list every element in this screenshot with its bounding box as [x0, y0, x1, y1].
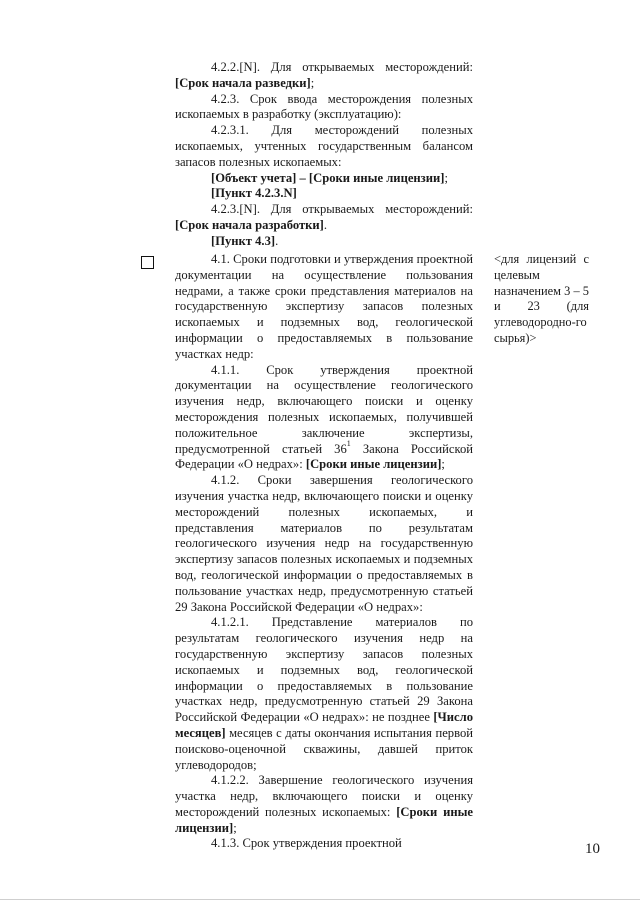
- paragraph-4-1-3: 4.1.3. Срок утверждения проектной: [211, 836, 402, 851]
- paragraph-4-2-3-1: 4.2.3.1. Для месторождений полезных ископаемых, учтенных государственным балансом запасов полезных ископаемых:: [175, 123, 473, 169]
- top-section: [175, 60, 473, 250]
- paragraph-4-2-2-n: 4.2.2.[N]. Для открываемых месторождений: [Срок начала разведки];: [175, 60, 473, 90]
- main-section: [175, 252, 473, 852]
- field-other-license-terms-2: [Сроки иные лицензии]: [175, 804, 473, 835]
- page-number: 10: [585, 841, 600, 857]
- margin-note: <для лицензий с целевым назначением 3 – 5 и 23 (для углеводородно-го сырья)>: [494, 252, 589, 345]
- field-item-4-2-3-n: [Пункт 4.2.3.N]: [211, 186, 297, 201]
- paragraph-4-1-1: 4.1.1. Срок утверждения проектной документации на осуществление геологического изучения недр, включающего поиски и оценку месторождения полезных ископаемых, получившей положительное заключение экспертизы, предусмотренной статьей $36^1$ Закона Российской Федерации «О недрах»: [Сроки иные лицензии];: [175, 362, 473, 472]
- field-item-4-3: [Пункт 4.3]: [211, 233, 276, 248]
- paragraph-item-4-2-3-n: [175, 186, 473, 202]
- footnote-superscript: 1: [346, 438, 351, 448]
- paragraph-4-1: 4.1. Сроки подготовки и утверждения проектной документации на осуществление пользования недрами, а также сроки представления материалов на государственную экспертизу запасов полезных ископаемых и подземных вод, геологической информации о предоставляемых в пользование участках недр:: [175, 252, 473, 361]
- paragraph-object-record: [Объект учета] – [Сроки иные лицензии];: [211, 170, 448, 185]
- scan-edge-line: [0, 899, 640, 900]
- field-other-license-terms: [Сроки иные лицензии]: [305, 457, 442, 472]
- paragraph-item-4-3: [Пункт 4.3].: [211, 233, 279, 248]
- field-start-exploration: [Срок начала разведки]: [175, 75, 311, 90]
- paragraph-4-2-3: 4.2.3. Срок ввода месторождения полезных ископаемых в разработку (эксплуатацию):: [175, 91, 473, 122]
- paragraph-4-1-2-1: 4.1.2.1. Представление материалов по результатам геологического изучения недр на государственную экспертизу запасов полезных ископаемых и подземных вод, геологической информации о предоставляемых в пользование участках недр, предусмотренную статьей 29 Закона Российской Федерации «О недрах»: не позднее [Число месяцев] месяцев с даты окончания испытания первой поисково-оценочной скважины, давшей приток углеводородов;: [175, 615, 473, 772]
- field-number-of-months: [Число месяцев]: [175, 710, 473, 740]
- section-checkbox[interactable]: [141, 256, 154, 269]
- paragraph-4-1-2: 4.1.2. Сроки завершения геологического изучения участка недр, включающего поиски и оценку месторождений полезных ископаемых, и представления материалов по результатам геологического изучения недр на государственную экспертизу запасов полезных ископаемых и подземных вод, геологической информации о предоставляемых в пользование участках недр, предусмотренную статьей 29 Закона Российской Федерации «О недрах»:: [175, 473, 473, 614]
- paragraph-4-1-2-2: 4.1.2.2. Завершение геологического изучения участка недр, включающего поиски и оценку месторождений полезных ископаемых: [Сроки иные лицензии];: [175, 773, 473, 835]
- field-start-development: [Срок начала разработки]: [175, 217, 324, 232]
- field-object-record: [Объект учета] – [Сроки иные лицензии]: [211, 170, 445, 185]
- paragraph-4-2-3-n: 4.2.3.[N]. Для открываемых месторождений: [Срок начала разработки].: [175, 202, 473, 232]
